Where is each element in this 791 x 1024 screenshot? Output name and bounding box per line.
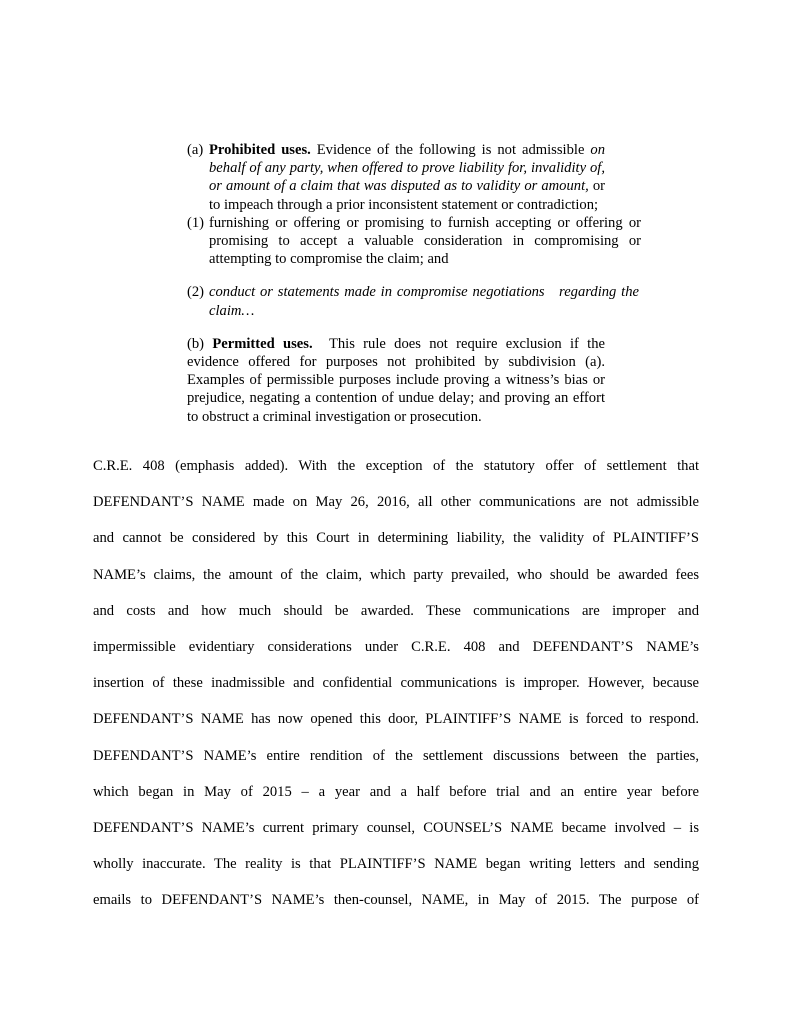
body-line: insertion of these inadmissible and confidential communications is improper. However, because <box>93 675 699 692</box>
item-2-text: conduct or statements made in compromise negotiations regarding the claim… <box>209 284 643 319</box>
body-line: impermissible evidentiary considerations under C.R.E. 408 and DEFENDANT’S NAME’s <box>93 638 699 655</box>
subsection-a-heading: Prohibited uses. <box>209 142 311 158</box>
item-2-label: (2) <box>187 284 205 301</box>
item-2 <box>187 283 643 319</box>
body-line: NAME’s claims, the amount of the claim, which party prevailed, who should be awarded fees <box>93 566 699 583</box>
body-line: which began in May of 2015 – a year and a half before trial and an entire year before <box>93 783 699 800</box>
body-line: C.R.E. 408 (emphasis added). With the exception of the statutory offer of settlement that <box>93 458 699 474</box>
item-1 <box>187 214 641 269</box>
body-line: DEFENDANT’S NAME’s current primary counsel, COUNSEL’S NAME became involved – is <box>93 819 699 836</box>
subsection-a-tail-text: or to impeach through a prior inconsistent statement or contradiction; <box>209 178 605 213</box>
body-line: DEFENDANT’S NAME’s entire rendition of the settlement discussions between the parties, <box>93 747 699 764</box>
item-1-text: furnishing or offering or promising to furnish accepting or offering or promising to accept a valuable consideration in compromising or attempting to compromise the claim; and <box>209 214 641 268</box>
body-line: wholly inaccurate. The reality is that PLAINTIFF’S NAME began writing letters and sending <box>93 856 699 873</box>
subsection-a-label: (a) <box>187 142 204 158</box>
subsection-a-text: Evidence of the following is not admissible <box>310 142 585 158</box>
body-line: DEFENDANT’S NAME made on May 26, 2016, all other communications are not admissible <box>93 494 699 511</box>
body-line: DEFENDANT’S NAME has now opened this door, PLAINTIFF’S NAME is forced to respond. <box>93 711 699 728</box>
body-line: emails to DEFENDANT’S NAME’s then-counsel, NAME, in May of 2015. The purpose of <box>93 892 699 909</box>
subsection-b-heading: Permitted uses. <box>212 335 313 352</box>
subsection-b-label: (b) <box>187 335 205 352</box>
subsection-b <box>187 335 609 426</box>
subsection-a <box>187 141 605 214</box>
block-quote <box>187 141 643 426</box>
body-paragraph <box>93 456 699 926</box>
item-1-label: (1) <box>187 214 205 231</box>
subsection-a-italic-text: on behalf of any party, when offered to prove liability for, invalidity of, or amount of a claim that was disputed as to validity or amount, <box>209 142 605 195</box>
body-line: and cannot be considered by this Court in determining liability, the validity of PLAINTIFF’S <box>93 530 699 547</box>
subsection-b-text: This rule does not require exclusion if the evidence offered for purposes not prohibited by subdivision (a). Examples of permissible purposes include proving a witness’s bias or prejudice, negating a contention of undue delay; and proving an effort to obstruct a criminal investigation or prosecution. <box>187 335 609 425</box>
body-line: and costs and how much should be awarded. These communications are improper and <box>93 602 699 619</box>
